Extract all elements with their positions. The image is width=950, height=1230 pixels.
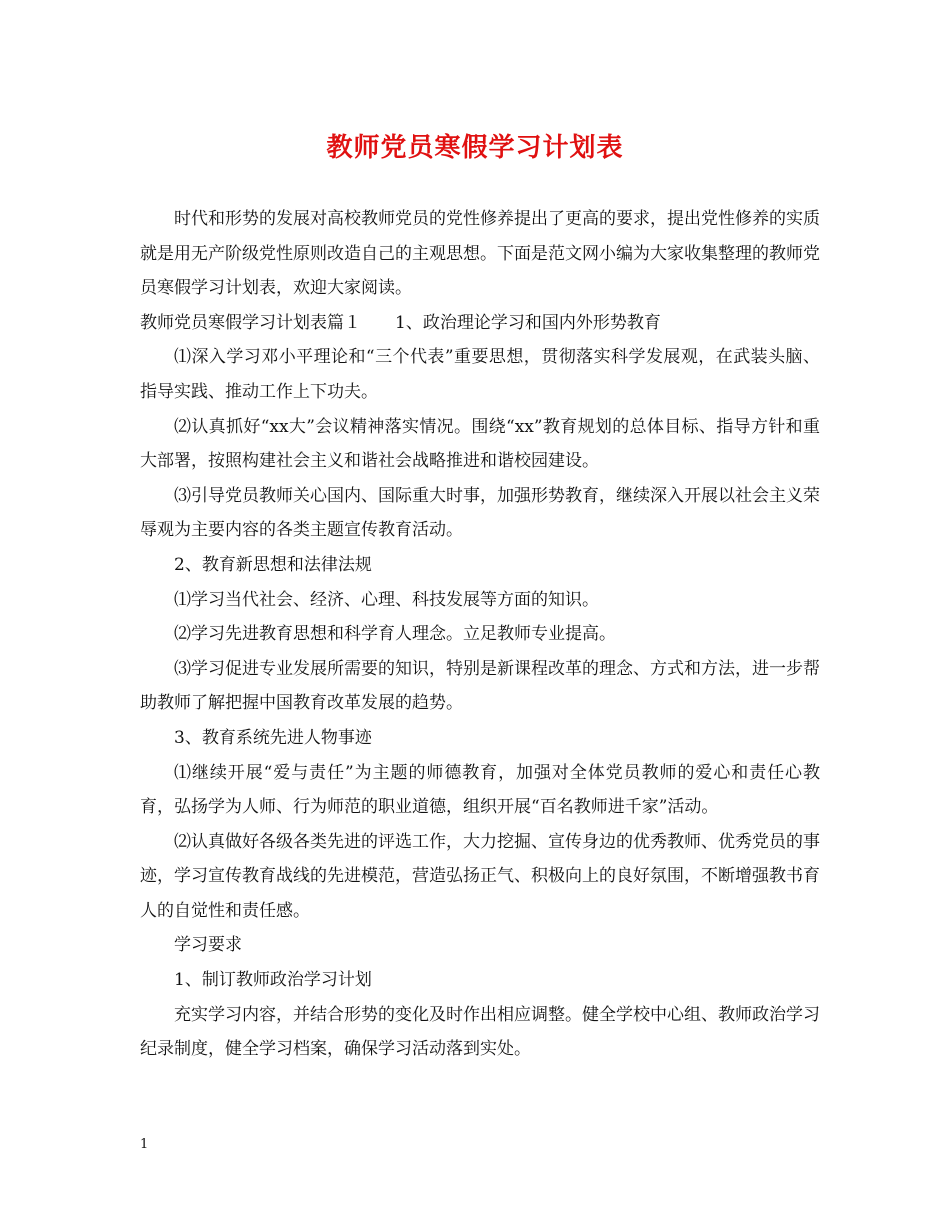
paragraph-item: ⑵认真抓好“xx大”会议精神落实情况。围绕“xx”教育规划的总体目标、指导方针和重大部署，按照构建社会主义和谐社会战略推进和谐校园建设。 (140, 416, 820, 472)
page-number: 1 (140, 1137, 149, 1152)
paragraph-item: ⑵学习先进教育思想和科学育人理念。立足教师专业提高。 (174, 624, 616, 645)
paragraph-subheading: 学习要求 (174, 935, 242, 956)
paragraph-subheading: 2、教育新思想和法律法规 (174, 554, 372, 575)
paragraph-item: 充实学习内容，并结合形势的变化及时作出相应调整。健全学校中心组、教师政治学习纪录制度，健全学习档案，确保学习活动落到实处。 (140, 1004, 820, 1060)
paragraph-section-heading: 教师党员寒假学习计划表篇１ 1、政治理论学习和国内外形势教育 (140, 312, 661, 333)
paragraph-subheading: 3、教育系统先进人物事迹 (174, 727, 372, 748)
paragraph-subheading: 1、制订教师政治学习计划 (174, 970, 372, 991)
paragraph-intro: 时代和形势的发展对高校教师党员的党性修养提出了更高的要求，提出党性修养的实质就是用无产阶级党性原则改造自己的主观思想。下面是范文网小编为大家收集整理的教师党员寒假学习计划表，欢迎大家阅读。 (140, 209, 820, 299)
document-body (140, 202, 820, 1067)
paragraph-item: ⑴继续开展“爱与责任”为主题的师德教育，加强对全体党员教师的爱心和责任心教育，弘扬学为人师、行为师范的职业道德，组织开展“百名教师进千家”活动。 (140, 762, 820, 818)
paragraph-item: ⑵认真做好各级各类先进的评选工作，大力挖掘、宣传身边的优秀教师、优秀党员的事迹，学习宣传教育战线的先进模范，营造弘扬正气、积极向上的良好氛围，不断增强教书育人的自觉性和责任感。 (140, 831, 820, 921)
paragraph-item: ⑴学习当代社会、经济、心理、科技发展等方面的知识。 (174, 589, 599, 610)
document-title: 教师党员寒假学习计划表 (326, 133, 624, 163)
paragraph-item: ⑶引导党员教师关心国内、国际重大时事，加强形势教育，继续深入开展以社会主义荣辱观为主要内容的各类主题宣传教育活动。 (140, 485, 820, 541)
paragraph-item: ⑶学习促进专业发展所需要的知识，特别是新课程改革的理念、方式和方法，进一步帮助教师了解把握中国教育改革发展的趋势。 (140, 658, 820, 714)
paragraph-item: ⑴深入学习邓小平理论和“三个代表”重要思想，贯彻落实科学发展观，在武装头脑、指导实践、推动工作上下功夫。 (140, 347, 820, 402)
